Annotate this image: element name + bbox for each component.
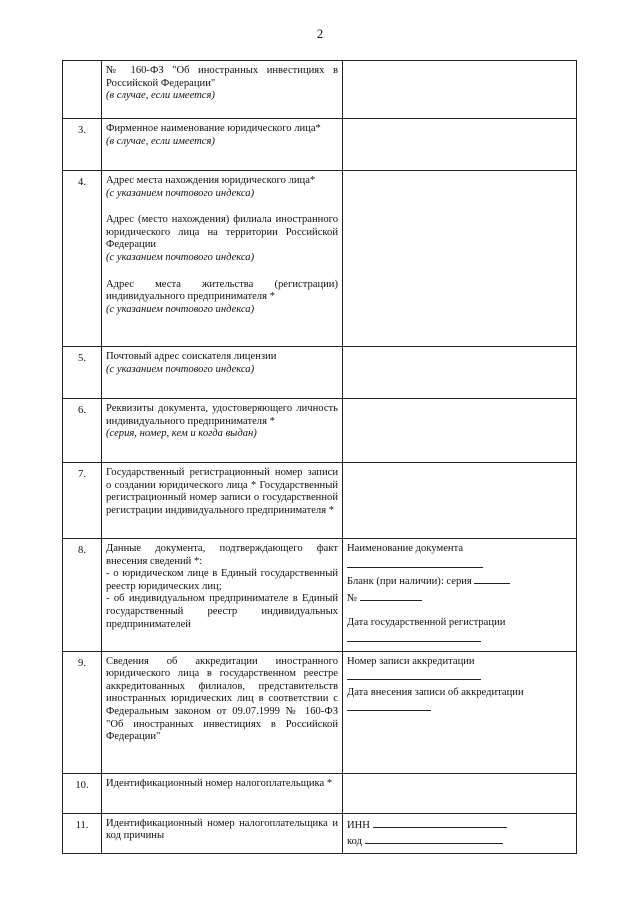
row-description [102,347,343,399]
row-value-cell[interactable] [343,61,577,119]
document-name-label: Наименование документа [347,543,464,554]
field-label: Идентификационный номер налогоплательщика и код причины [106,817,338,842]
row-value-cell [343,651,577,773]
row-description [102,773,343,813]
field-note: (в случае, если имеется) [106,135,215,147]
field-label: Фирменное наименование юридического лица* [106,123,321,134]
registration-date-label: Дата государственной регистрации [347,617,506,629]
blank-number-label: № [347,592,358,604]
field-label: Адрес (место нахождения) филиала иностранного юридического лица на территории Российской Федерации [106,214,338,251]
accreditation-number-label: Номер записи аккредитации [347,655,475,667]
table-row-inn-kpp [63,813,577,853]
row-value-cell[interactable] [343,171,577,347]
row-number: 10. [63,773,102,813]
accreditation-date-field[interactable] [347,701,431,711]
row-value-cell[interactable] [343,347,577,399]
field-label: Идентификационный номер налогоплательщика * [106,777,333,789]
blank-number-field[interactable] [360,591,422,601]
row-value-cell[interactable] [343,463,577,539]
field-label: - о юридическом лице в Единый государственный реестр юридических лиц; [106,568,338,592]
row-value-cell[interactable] [343,399,577,463]
row-description [102,399,343,463]
registration-date-field[interactable] [347,632,481,642]
table-row-registry-document [63,539,577,652]
field-label: Государственный регистрационный номер записи о создании юридического лица * Государственный регистрационный номер записи о государственной регистрации индивидуального предпринимателя * [106,467,338,516]
table-row-identity-document [63,399,577,463]
row-number: 3. [63,119,102,171]
row-value-cell[interactable] [343,773,577,813]
row-description [102,539,343,652]
document-name-field[interactable] [347,558,483,568]
row-description [102,119,343,171]
table-row-accreditation [63,651,577,773]
inn-label: ИНН [347,819,370,831]
field-label: Адрес места жительства (регистрации) индивидуального предпринимателя * [106,278,338,303]
row-number: 6. [63,399,102,463]
row-number: 11. [63,813,102,853]
row-number: 8. [63,539,102,652]
field-label: Сведения об аккредитации иностранного юридического лица в государственном реестре аккредитованных филиалов, представительств иностранных юридических лиц в соответствии с Федеральным законом от 09.07.1999 № 160-ФЗ "Об иностранных инвестициях в Российской Федерации" [106,655,338,743]
license-application-table [62,60,577,854]
row-description [102,463,343,539]
table-row-postal-address [63,347,577,399]
field-note: (в случае, если имеется) [106,90,215,102]
table-row-registration-number [63,463,577,539]
blank-series-label: Бланк (при наличии): серия [347,576,472,588]
field-label: Реквизиты документа, удостоверяющего личность индивидуального предпринимателя * [106,403,338,427]
field-note: (с указанием почтового индекса) [106,363,255,375]
table-row-continuation [63,61,577,119]
page-number: 2 [316,26,324,41]
field-note: (серия, номер, кем и когда выдан) [106,428,257,440]
row-description [102,813,343,853]
row-value-cell [343,539,577,652]
table-row-company-name [63,119,577,171]
row-number [63,61,102,119]
field-label: Почтовый адрес соискателя лицензии [106,351,277,362]
blank-series-field[interactable] [474,574,510,584]
kpp-field[interactable] [365,834,503,844]
inn-field[interactable] [373,818,507,828]
row-value-cell [343,813,577,853]
field-label: Адрес места нахождения юридического лица* [106,175,316,186]
field-label: № 160-ФЗ "Об иностранных инвестициях в Российской Федерации" [106,65,338,89]
field-note: (с указанием почтового индекса) [106,251,255,263]
field-label: - об индивидуальном предпринимателе в Единый государственный реестр индивидуальных предпринимателей [106,593,338,630]
row-number: 4. [63,171,102,347]
field-note: (с указанием почтового индекса) [106,187,255,199]
row-number: 9. [63,651,102,773]
field-note: (с указанием почтового индекса) [106,303,255,315]
row-description [102,651,343,773]
row-description [102,171,343,347]
row-number: 7. [63,463,102,539]
table-row-addresses [63,171,577,347]
kpp-label: код [347,836,362,848]
accreditation-number-field[interactable] [347,670,481,680]
table-row-inn [63,773,577,813]
accreditation-date-label: Дата внесения записи об аккредитации [347,686,524,698]
row-value-cell[interactable] [343,119,577,171]
row-description [102,61,343,119]
field-label: Данные документа, подтверждающего факт внесения сведений *: [106,543,338,567]
row-number: 5. [63,347,102,399]
